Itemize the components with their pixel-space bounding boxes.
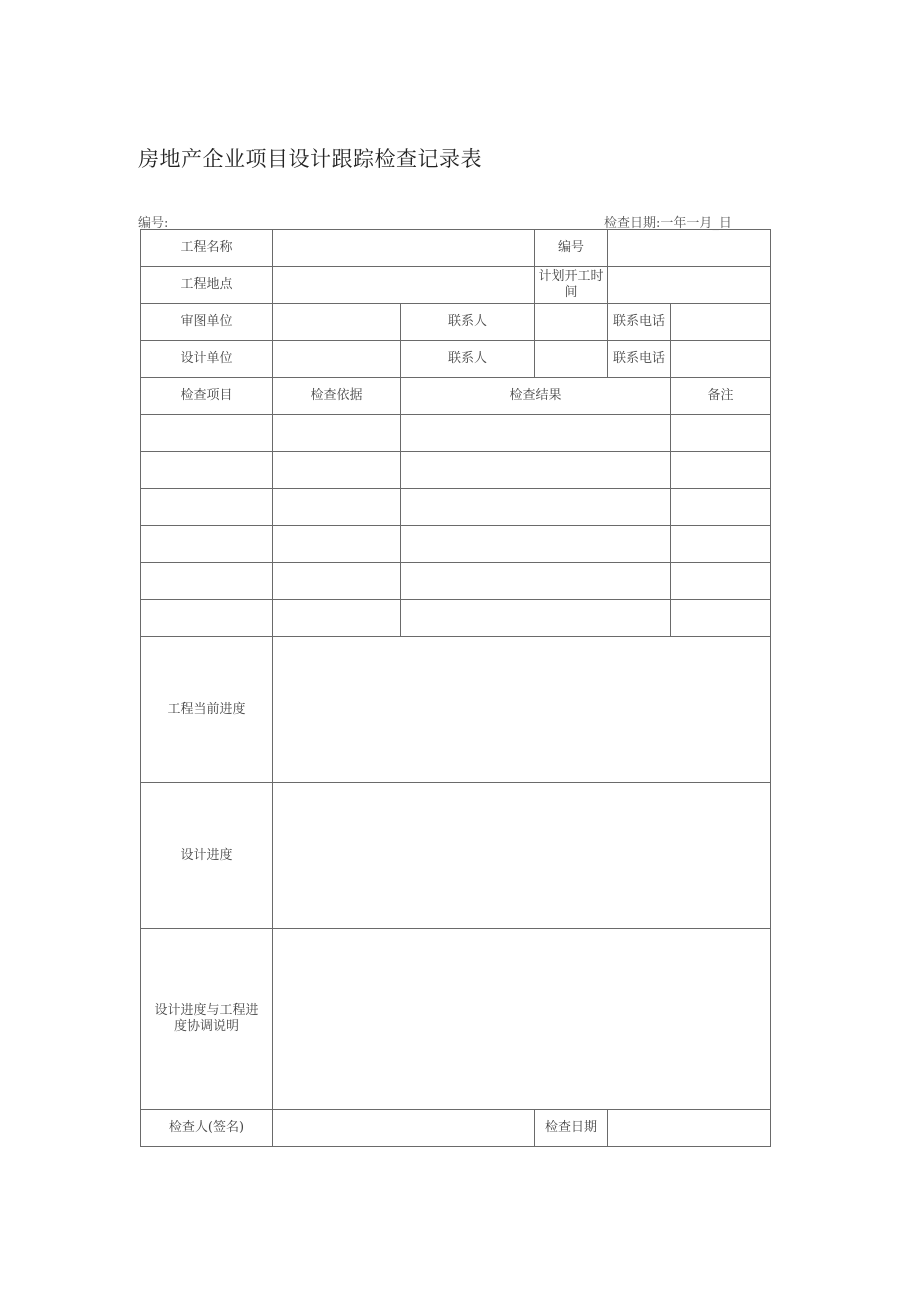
row-project-name bbox=[141, 230, 771, 267]
label-coordination-line1: 设计进度与工程进 bbox=[154, 1003, 259, 1019]
cell-check-item[interactable] bbox=[141, 452, 273, 489]
label-coordination-line2: 度协调说明 bbox=[173, 1019, 239, 1034]
row-coordination bbox=[141, 929, 771, 1110]
label-contact-phone-1: 联系电话 bbox=[608, 304, 671, 341]
check-date-label: 检查日期:一年一月_日 bbox=[604, 216, 732, 231]
cell-check-result[interactable] bbox=[401, 526, 671, 563]
field-inspection-date[interactable] bbox=[608, 1110, 771, 1147]
cell-check-item[interactable] bbox=[141, 526, 273, 563]
table-row bbox=[141, 415, 771, 452]
cell-check-basis[interactable] bbox=[273, 489, 401, 526]
label-review-unit: 审图单位 bbox=[141, 304, 273, 341]
cell-check-item[interactable] bbox=[141, 563, 273, 600]
cell-check-basis[interactable] bbox=[273, 600, 401, 637]
row-design-progress bbox=[141, 783, 771, 929]
cell-check-item[interactable] bbox=[141, 415, 273, 452]
cell-check-result[interactable] bbox=[401, 600, 671, 637]
field-project-location[interactable] bbox=[273, 267, 535, 304]
label-coordination bbox=[141, 929, 273, 1110]
row-review-unit bbox=[141, 304, 771, 341]
field-review-unit[interactable] bbox=[273, 304, 401, 341]
cell-check-basis[interactable] bbox=[273, 526, 401, 563]
row-current-progress bbox=[141, 637, 771, 783]
table-row bbox=[141, 526, 771, 563]
cell-remarks[interactable] bbox=[671, 415, 771, 452]
row-column-headers bbox=[141, 378, 771, 415]
label-contact-person-2: 联系人 bbox=[401, 341, 535, 378]
field-inspector-signature[interactable] bbox=[273, 1110, 535, 1147]
label-inspector: 检查人(签名) bbox=[141, 1110, 273, 1147]
field-current-progress[interactable] bbox=[273, 637, 771, 783]
field-project-name[interactable] bbox=[273, 230, 535, 267]
cell-check-result[interactable] bbox=[401, 563, 671, 600]
cell-remarks[interactable] bbox=[671, 452, 771, 489]
table-row bbox=[141, 489, 771, 526]
field-contact-phone-2[interactable] bbox=[671, 341, 771, 378]
table-row bbox=[141, 563, 771, 600]
label-number: 编号 bbox=[535, 230, 608, 267]
table-row bbox=[141, 600, 771, 637]
header-remarks: 备注 bbox=[671, 378, 771, 415]
cell-check-basis[interactable] bbox=[273, 415, 401, 452]
header-check-basis: 检查依据 bbox=[273, 378, 401, 415]
cell-check-basis[interactable] bbox=[273, 452, 401, 489]
cell-remarks[interactable] bbox=[671, 526, 771, 563]
field-number[interactable] bbox=[608, 230, 771, 267]
table-row bbox=[141, 452, 771, 489]
row-project-location bbox=[141, 267, 771, 304]
label-project-name: 工程名称 bbox=[141, 230, 273, 267]
field-planned-start[interactable] bbox=[608, 267, 771, 304]
field-design-unit[interactable] bbox=[273, 341, 401, 378]
label-contact-person-1: 联系人 bbox=[401, 304, 535, 341]
cell-check-basis[interactable] bbox=[273, 563, 401, 600]
field-contact-person-1[interactable] bbox=[535, 304, 608, 341]
inspection-record-table bbox=[140, 229, 771, 1147]
label-design-progress: 设计进度 bbox=[141, 783, 273, 929]
cell-remarks[interactable] bbox=[671, 489, 771, 526]
cell-check-result[interactable] bbox=[401, 452, 671, 489]
field-contact-phone-1[interactable] bbox=[671, 304, 771, 341]
cell-check-result[interactable] bbox=[401, 489, 671, 526]
label-project-location: 工程地点 bbox=[141, 267, 273, 304]
row-design-unit bbox=[141, 341, 771, 378]
number-label: 编号: bbox=[138, 216, 169, 231]
field-design-progress[interactable] bbox=[273, 783, 771, 929]
row-signature bbox=[141, 1110, 771, 1147]
label-design-unit: 设计单位 bbox=[141, 341, 273, 378]
label-inspection-date: 检查日期 bbox=[535, 1110, 608, 1147]
label-contact-phone-2: 联系电话 bbox=[608, 341, 671, 378]
label-planned-start: 计划开工时间 bbox=[535, 267, 608, 304]
field-contact-person-2[interactable] bbox=[535, 341, 608, 378]
cell-check-result[interactable] bbox=[401, 415, 671, 452]
cell-check-item[interactable] bbox=[141, 489, 273, 526]
page-title: 房地产企业项目设计跟踪检查记录表 bbox=[138, 147, 482, 171]
cell-remarks[interactable] bbox=[671, 563, 771, 600]
header-check-item: 检查项目 bbox=[141, 378, 273, 415]
cell-check-item[interactable] bbox=[141, 600, 273, 637]
header-check-result: 检查结果 bbox=[401, 378, 671, 415]
label-current-progress: 工程当前进度 bbox=[141, 637, 273, 783]
cell-remarks[interactable] bbox=[671, 600, 771, 637]
field-coordination[interactable] bbox=[273, 929, 771, 1110]
